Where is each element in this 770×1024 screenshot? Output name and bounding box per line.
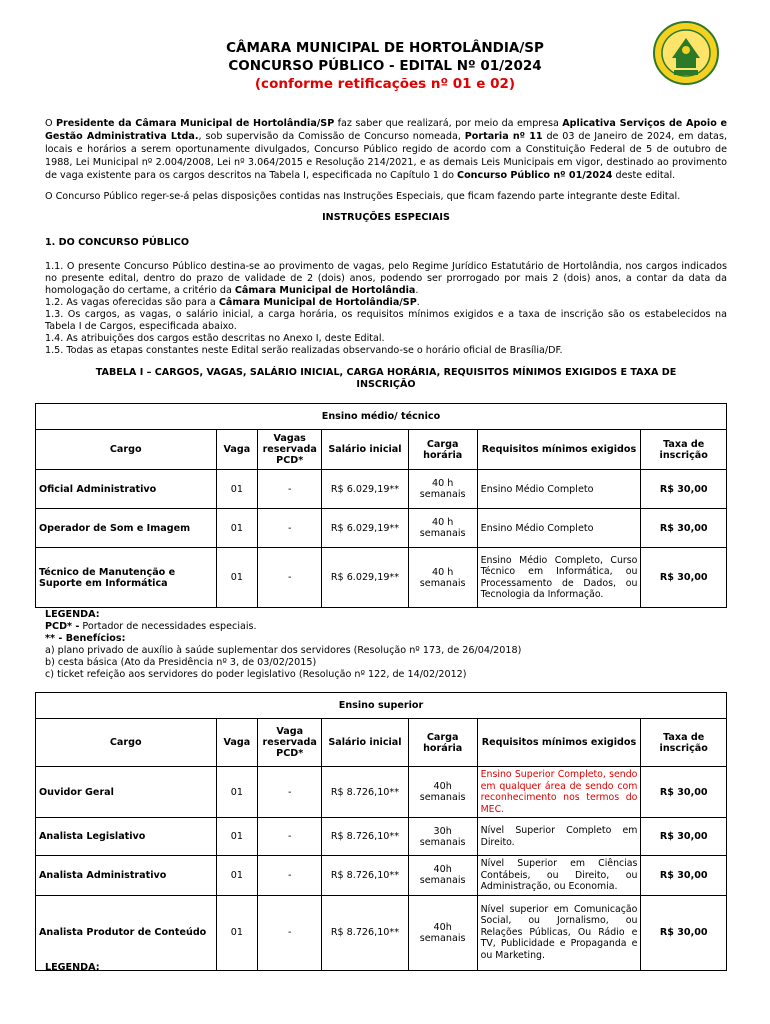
table-row: Ouvidor Geral 01 - R$ 8.726,10** 40h semanais Ensino Superior Completo, sendo em qualquer área de sendo com reconhecimento nos termos do MEC. R$ 30,00 (36, 767, 727, 818)
col-header: Carga horária (408, 430, 477, 470)
col-header: Taxa de inscrição (641, 430, 727, 470)
section-title: 1. DO CONCURSO PÚBLICO (45, 237, 189, 248)
table-row: Operador de Som e Imagem 01 - R$ 6.029,19** 40 h semanais Ensino Médio Completo R$ 30,00 (36, 509, 727, 548)
col-header: Vaga (216, 719, 258, 767)
intro-paragraph-2: O Concurso Público reger-se-á pelas disposições contidas nas Instruções Especiais, que ficam fazendo parte integrante deste Edital. (45, 191, 681, 202)
doc-title-line3: (conforme retificações nº 01 e 02) (254, 76, 516, 92)
item-1-5: 1.5. Todas as etapas constantes neste Edital serão realizadas observando-se o horário oficial de Brasília/DF. (45, 345, 563, 356)
table-row: Analista Administrativo 01 - R$ 8.726,10** 40h semanais Nível Superior em Ciências Contábeis, ou Direito, ou Administração, ou Economia. R$ 30,00 (36, 856, 727, 896)
camara-logo (652, 20, 720, 86)
table-row: Técnico de Manutenção e Suporte em Informática 01 - R$ 6.029,19** 40 h semanais Ensino Médio Completo, Curso Técnico em Informática, ou Processamento de Dados, ou Tecnologia da Informação. R$ 30,00 (36, 548, 727, 608)
instrucoes-title: INSTRUÇÕES ESPECIAIS (322, 212, 450, 223)
table-row: Analista Legislativo 01 - R$ 8.726,10** 30h semanais Nível Superior Completo em Direito. R$ 30,00 (36, 818, 727, 856)
item-1-4: 1.4. As atribuições dos cargos estão descritas no Anexo I, deste Edital. (45, 333, 385, 344)
section-items (45, 261, 727, 357)
item-1-3: 1.3. Os cargos, as vagas, o salário inicial, a carga horária, os requisitos mínimos exigidos e a taxa de inscrição são os estabelecidos na Tabela I de Cargos, especificada abaixo. (45, 309, 727, 332)
doc-title-line2: CONCURSO PÚBLICO - EDITAL Nº 01/2024 (228, 58, 542, 74)
col-header: Carga horária (408, 719, 477, 767)
table-row: Oficial Administrativo 01 - R$ 6.029,19** 40 h semanais Ensino Médio Completo R$ 30,00 (36, 470, 727, 509)
col-header: Salário inicial (322, 719, 409, 767)
col-header: Vaga (216, 430, 258, 470)
col-header: Vagas reservada PCD* (258, 430, 322, 470)
table-ensino-medio (35, 403, 727, 608)
col-header: Requisitos mínimos exigidos (477, 430, 641, 470)
doc-title-line1: CÂMARA MUNICIPAL DE HORTOLÂNDIA/SP (226, 40, 544, 56)
item-1-1: 1.1. O presente Concurso Público destina-se ao provimento de vagas, pelo Regime Jurídico Estatutário de Hortolândia, nos cargos indicados no presente edital, dentro do prazo de validade de 2 (dois) anos, podendo ser prorrogado por mais 2 (dois) anos, a contar da data da homologação do certame, a critério da Câmara Municipal de Hortolândia. (45, 261, 727, 296)
col-header: Requisitos mínimos exigidos (477, 719, 641, 767)
intro-paragraph: O Presidente da Câmara Municipal de Hortolândia/SP faz saber que realizará, por meio da empresa Aplicativa Serviços de Apoio e Gestão Administrativa Ltda., sob supervisão da Comissão de Concurso nomeada, Portaria nº 11 de 03 de Janeiro de 2024, em datas, locais e horários a serem oportunamente divulgados, Concurso Público regido de acordo com a Constituição Federal de 5 de outubro de 1988, Lei Municipal nº 2.004/2008, Lei nº 3.064/2015 e Resolução 214/2021, e as demais Leis Municipais em vigor, destinado ao provimento de vaga existente para os cargos descritos na Tabela I, especificada no Capítulo 1 do Concurso Público nº 01/2024 deste edital. (45, 118, 727, 181)
col-header: Cargo (36, 430, 217, 470)
item-1-2: 1.2. As vagas oferecidas são para a Câmara Municipal de Hortolândia/SP. (45, 297, 420, 308)
col-header: Cargo (36, 719, 217, 767)
col-header: Vaga reservada PCD* (258, 719, 322, 767)
table-title: TABELA I – CARGOS, VAGAS, SALÁRIO INICIAL, CARGA HORÁRIA, REQUISITOS MÍNIMOS EXIGIDOS E TAXA DE INSCRIÇÃO (95, 367, 677, 390)
table-ensino-superior (35, 692, 727, 971)
legend-2-title: LEGENDA: (45, 962, 100, 973)
legend-1: LEGENDA: PCD* - Portador de necessidades especiais. ** - Benefícios: a) plano privado de auxílio à saúde suplementar dos servidores (Resolução nº 173, de 26/04/2018) b) cesta básica (Ato da Presidência nº 3, de 03/02/2015) c) ticket refeição aos servidores do poder legislativo (Resolução nº 122, de 14/02/2012) (45, 609, 522, 680)
col-header: Taxa de inscrição (641, 719, 727, 767)
col-header: Salário inicial (322, 430, 409, 470)
table-caption: Ensino superior (36, 693, 727, 719)
table-caption: Ensino médio/ técnico (36, 404, 727, 430)
table-row: Analista Produtor de Conteúdo 01 - R$ 8.726,10** 40h semanais Nível superior em Comunicação Social, ou Jornalismo, ou Relações Públicas, Ou Rádio e TV, Publicidade e Propaganda e ou Marketing. R$ 30,00 (36, 895, 727, 970)
